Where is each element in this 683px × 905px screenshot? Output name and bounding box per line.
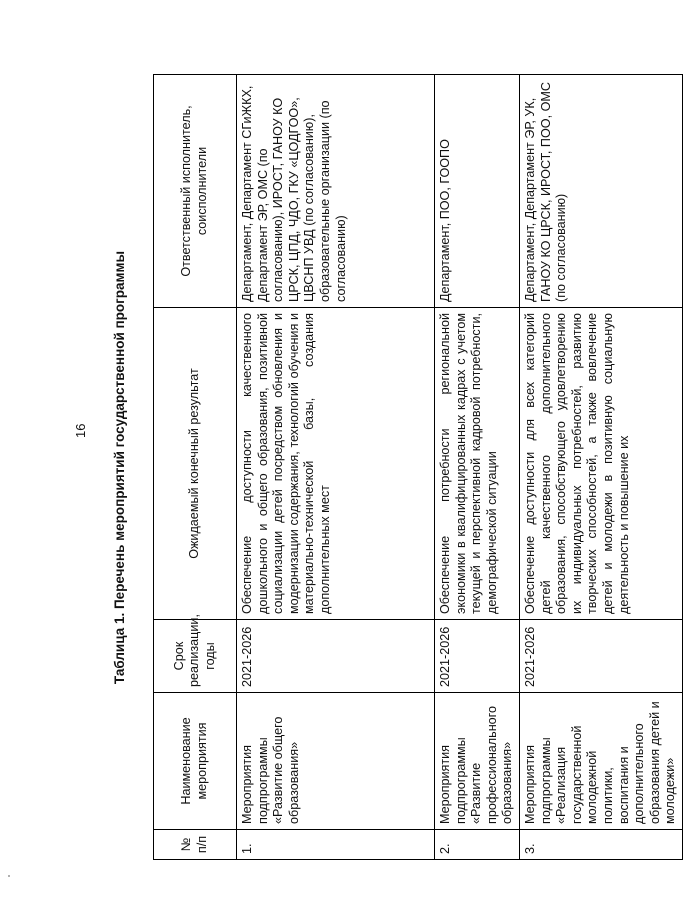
row-name: Мероприятия подпрограммы «Реализация государственной молодежной политики, воспитания и дополнительного образования детей и молодежи» [519,693,682,830]
rotated-page-content [112,75,678,860]
measures-table [153,74,683,860]
header-period: Срок реализации, годы [154,620,237,693]
scan-speck [8,875,10,877]
row-num: 3. [519,830,682,860]
row-name: Мероприятия подпрограммы «Развитие профессионального образования» [435,693,520,830]
row-executor: Департамент, Департамент ЭР, УК, ГАНОУ КО ЦРСК, ИРОСТ, ПОО, ОМС (по согласованию) [519,75,682,308]
table-row [435,75,520,860]
row-period: 2021-2026 [435,620,520,693]
table-caption: Таблица 1. Перечень мероприятий государственной программы [112,250,127,685]
page-number: 16 [73,423,88,438]
row-num: 2. [435,830,520,860]
table-header-row [154,75,237,860]
row-result: Обеспечение потребности региональной экономики в квалифицированных кадрах с учетом текущей и перспективной кадровой потребности, демографической ситуации [435,308,520,620]
row-name: Мероприятия подпрограммы «Развитие общего образования» [237,693,435,830]
header-name: Наименование мероприятия [154,693,237,830]
row-period: 2021-2026 [237,620,435,693]
table-row [237,75,435,860]
row-period: 2021-2026 [519,620,682,693]
row-executor: Департамент, Департамент СГиЖКХ, Департамент ЭР, ОМС (по согласованию), ИРОСТ, ГАНОУ КО ЦРСК, ЦПД, ЧДО, ГКУ «ЦОДГОО», ЦВСНП УВД (по согласованию), образовательные организации (по согласованию) [237,75,435,308]
header-num: № п/п [154,830,237,860]
row-executor: Департамент, ПОО, ГООПО [435,75,520,308]
row-result: Обеспечение доступности качественного дошкольного и общего образования, позитивной социализации детей посредством обновления и модернизации содержания, технологий обучения и материально-технической базы, создания дополнительных мест [237,308,435,620]
row-num: 1. [237,830,435,860]
row-result: Обеспечение доступности для всех категорий детей качественного дополнительного образования, способствующего удовлетворению их индивидуальных потребностей, развитию творческих способностей, а также вовлечение детей и молодежи в позитивную социальную деятельность и повышение их [519,308,682,620]
table-row [519,75,682,860]
header-result: Ожидаемый конечный результат [154,308,237,620]
header-executor: Ответственный исполнитель, соисполнители [154,75,237,308]
